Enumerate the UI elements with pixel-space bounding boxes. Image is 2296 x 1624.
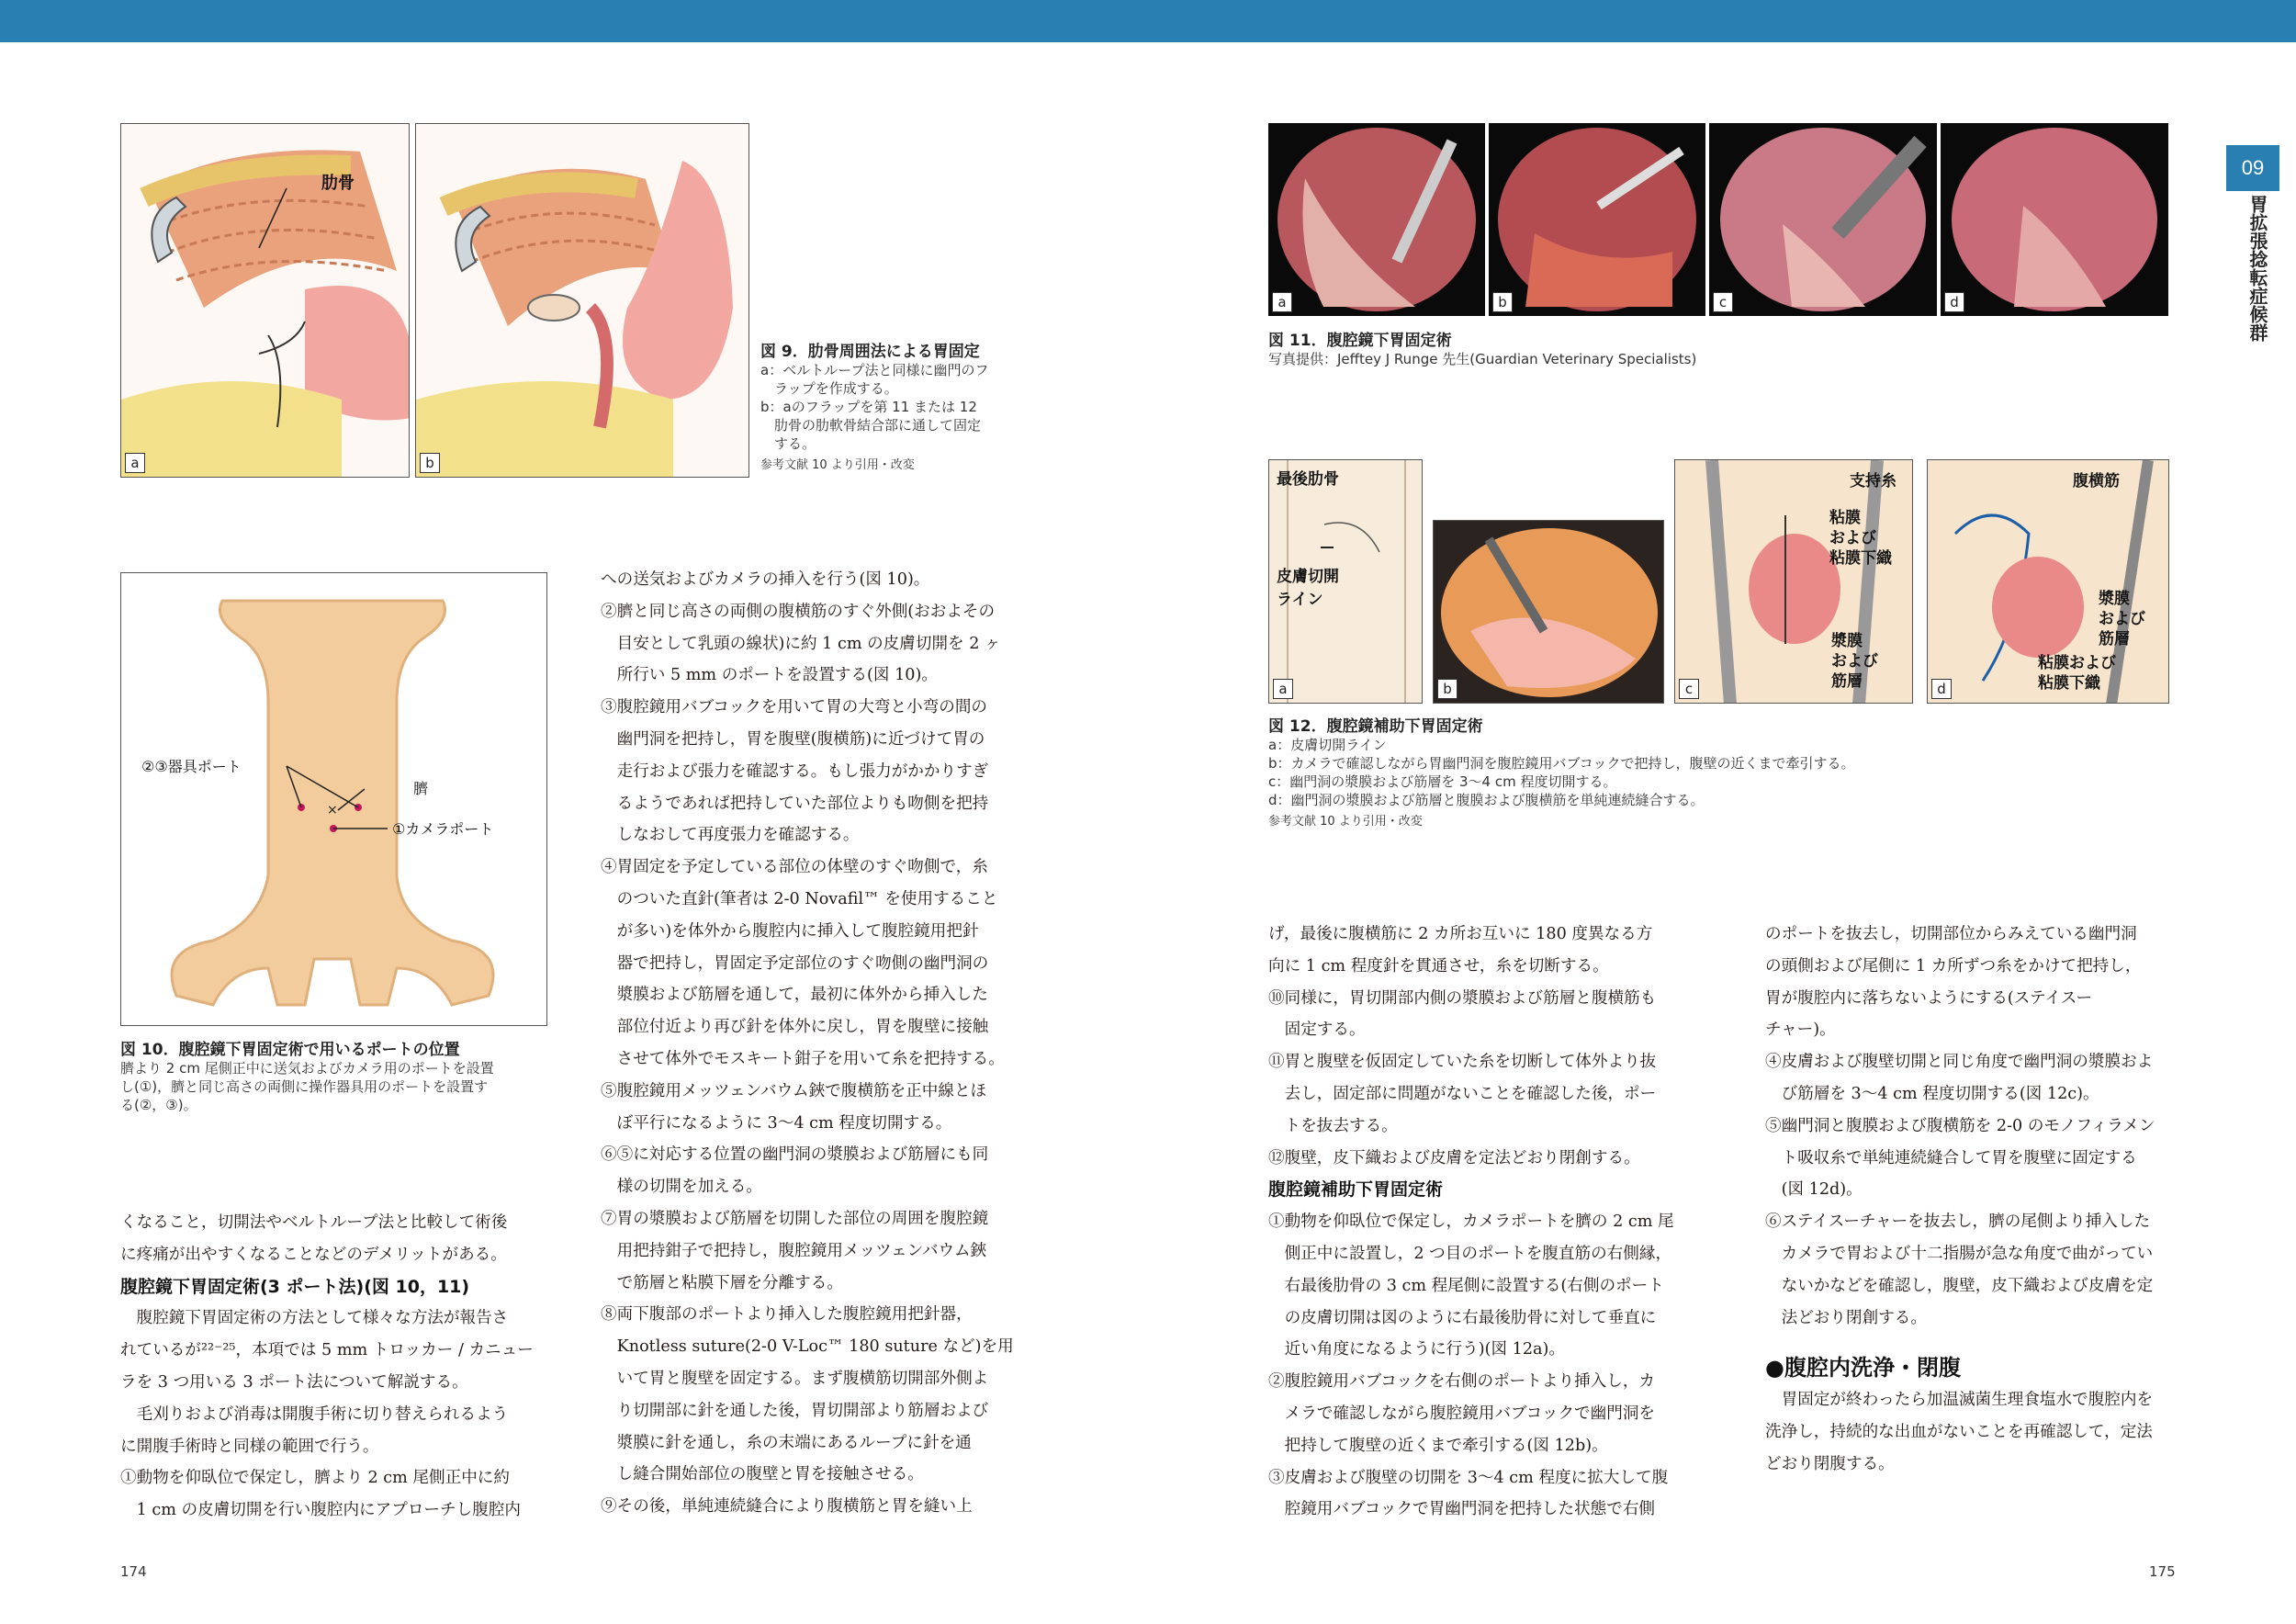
- text-line: に疼痛が出やすくなることなどのデメリットがある。: [120, 1245, 507, 1264]
- text-line: ⑥⑤に対応する位置の幽門洞の漿膜および筋層にも同: [601, 1145, 989, 1165]
- text-line: トを抜去する。: [1268, 1116, 1398, 1135]
- text-line: への送気およびカメラの挿入を行う(図 10)。: [601, 570, 930, 589]
- panel-label-b: b: [1437, 679, 1458, 699]
- label-navel: 臍: [413, 780, 429, 797]
- fig12-panel-d: [1927, 459, 2169, 704]
- text-line: るようであれば把持していた部位よりも吻側を把持: [601, 794, 989, 813]
- fig11-caption: [1268, 327, 2095, 368]
- text-line: 洗浄し，持続的な出血がないことを再確認して，定法: [1765, 1422, 2153, 1441]
- fig12-panel-b: [1433, 520, 1664, 704]
- text-line: ②腹腔鏡用バブコックを右側のポートより挿入し，カ: [1268, 1372, 1656, 1392]
- left-page-column-2: [601, 564, 1041, 1523]
- text-line: ③皮膚および腹壁の切開を 3～4 cm 程度に拡大して腹: [1268, 1468, 1669, 1487]
- text-line: が多い)を体外から腹腔内に挿入して腹腔鏡用把針: [601, 921, 979, 941]
- text-line: ⑪胃と腹壁を仮固定していた糸を切断して体外より抜: [1268, 1053, 1657, 1072]
- chapter-title-vertical: 胃拡張捻転症候群: [2246, 195, 2268, 342]
- text-line: 毛刈りおよび消毒は開腹手術に切り替えられるよう: [120, 1404, 509, 1424]
- text-line: 1 cm の皮膚切開を行い腹腔内にアプローチし腹腔内: [120, 1501, 521, 1520]
- text-line: 様の切開を加える。: [601, 1178, 762, 1197]
- text-line: で筋層と粘膜下層を分離する。: [601, 1273, 843, 1292]
- fig11-title: 図 11．腹腔鏡下胃固定術: [1268, 332, 1452, 350]
- text-line: ③腹腔鏡用バブコックを用いて胃の大弯と小弯の間の: [601, 698, 988, 717]
- endoscopic-photo-b: [1489, 123, 1705, 316]
- text-line: り切開部に針を通した後，胃切開部より筋層および: [601, 1401, 989, 1420]
- label-mucosa-submucosa-d: 粘膜および 粘膜下織: [2038, 654, 2116, 693]
- panel-label-c: c: [1713, 292, 1733, 312]
- text-line: 部位付近より再び針を体外に戻し，胃を腹壁に接触: [601, 1018, 989, 1037]
- fig10-caption: [120, 1036, 561, 1114]
- text-line: どおり閉腹する。: [1765, 1454, 1895, 1473]
- text-line: 去し，固定部に問題がないことを確認した後，ポー: [1268, 1084, 1657, 1103]
- left-page-column-1: [120, 1207, 561, 1527]
- text-line: ⑧両下腹部のポートより挿入した腹腔鏡用把針器，: [601, 1305, 973, 1325]
- fig12-panel-a: [1268, 459, 1423, 704]
- fig10-line-2: し(①)，臍と同じ高さの両側に操作器具用のポートを設置す: [120, 1078, 489, 1095]
- text-line: ①動物を仰臥位で保定し，カメラポートを臍の 2 cm 尾: [1268, 1212, 1674, 1232]
- fig10-figure: [120, 572, 547, 1026]
- text-line: しなおして再度張力を確認する。: [601, 826, 860, 845]
- fig9-ref: 参考文献 10 より引用・改変: [760, 458, 915, 472]
- label-rib: 肋骨: [321, 174, 355, 193]
- right-page-column-2: [1765, 919, 2178, 1481]
- text-line: 胃が腹腔内に落ちないようにする(ステイスー: [1765, 988, 2093, 1008]
- text-line: び筋層を 3～4 cm 程度切開する(図 12c)。: [1765, 1084, 2099, 1103]
- fig12-caption: [1268, 713, 2187, 829]
- text-line: カメラで胃および十二指腸が急な角度で曲がってい: [1765, 1244, 2154, 1263]
- text-line: 漿膜および筋層を通して，最初に体外から挿入した: [601, 986, 988, 1005]
- label-last-rib: 最後肋骨: [1277, 470, 1339, 489]
- text-line: ④胃固定を予定している部位の体壁のすぐ吻側で，糸: [601, 858, 988, 877]
- panel-label-a: a: [1272, 292, 1292, 312]
- label-serosa-muscle-d: 漿膜 および 筋層: [2099, 590, 2145, 648]
- fig10-line-1: 臍より 2 cm 尾側正中に送気およびカメラ用のポートを設置: [120, 1060, 494, 1077]
- fig12-panel-c: [1674, 459, 1913, 704]
- text-line: 向に 1 cm 程度針を貫通させ，糸を切断する。: [1268, 956, 1609, 976]
- fig12-line-2: b：カメラで確認しながら胃幽門洞を腹腔鏡用バブコックで把持し，腹壁の近くまで牽引する。: [1268, 755, 1855, 772]
- text-line: の皮膚切開は図のように右最後肋骨に対して垂直に: [1268, 1308, 1657, 1327]
- text-line: 漿膜に針を通し，糸の末端にあるループに針を通: [601, 1433, 972, 1452]
- text-line: ⑦胃の漿膜および筋層を切開した部位の周囲を腹腔鏡: [601, 1209, 989, 1228]
- fig11-credit: 写真提供：Jefftey J Runge 先生(Guardian Veterinary Specialists): [1268, 351, 1697, 367]
- fig9-line-5: する。: [760, 435, 816, 452]
- label-skin-incision-line: 皮膚切開 ライン: [1277, 568, 1339, 609]
- text-line: のポートを抜去し，切開部位からみえている幽門洞: [1765, 925, 2137, 943]
- text-line: 腔鏡用バブコックで胃幽門洞を把持した状態で右側: [1268, 1500, 1656, 1519]
- text-line: のついた直針(筆者は 2-0 Novafil™ を使用すること: [601, 889, 998, 908]
- text-line: ①動物を仰臥位で保定し，臍より 2 cm 尾側正中に約: [120, 1469, 510, 1488]
- babcock-grasp-illustration: [1434, 521, 1664, 704]
- section-heading-assisted: 腹腔鏡補助下胃固定術: [1268, 1179, 1444, 1201]
- text-line: に開腹手術時と同様の範囲で行う。: [120, 1437, 379, 1456]
- text-line: 法どおり閉創する。: [1765, 1308, 1927, 1327]
- label-stay-suture: 支持糸: [1850, 472, 1896, 491]
- text-line: ⑫腹壁，皮下織および皮膚を定法どおり閉創する。: [1268, 1148, 1640, 1167]
- fig11-photo-d: [1941, 123, 2168, 316]
- text-line: くなること，切開法やベルトループ法と比較して術後: [120, 1213, 508, 1232]
- text-line: 用把持鉗子で把持し，腹腔鏡用メッツェンバウム鋏: [601, 1241, 987, 1260]
- fig9-line-3: b：aのフラップを第 11 または 12: [760, 399, 977, 415]
- fig11-photo-b: [1489, 123, 1705, 316]
- rib-surgery-illustration-a: [121, 124, 410, 478]
- panel-label-a: a: [125, 453, 145, 473]
- text-line: れているが²²⁻²⁵，本項では 5 mm トロッカー / カニュー: [120, 1341, 534, 1360]
- fig11-photo-a: [1268, 123, 1485, 316]
- endoscopic-photo-c: [1709, 123, 1937, 316]
- text-line: ト吸収糸で単純連続縫合して胃を腹壁に固定する: [1765, 1148, 2137, 1167]
- right-page-column-1: [1268, 919, 1709, 1526]
- text-line: (図 12d)。: [1765, 1180, 1863, 1200]
- fig11-photo-c: [1709, 123, 1937, 316]
- label-transverse-abdominis: 腹横筋: [2073, 472, 2120, 491]
- text-line: メラで確認しながら腹腔鏡用バブコックで幽門洞を: [1268, 1404, 1656, 1423]
- fig10-title: 図 10．腹腔鏡下胃固定術で用いるポートの位置: [120, 1041, 460, 1059]
- panel-label-a: a: [1273, 679, 1293, 699]
- text-line: ないかなどを確認し，腹壁，皮下織および皮膚を定: [1765, 1276, 2154, 1295]
- fig9-panel-a: [120, 123, 410, 478]
- text-line: 所行い 5 mm のポートを設置する(図 10)。: [601, 666, 938, 685]
- text-line: ⑤幽門洞と腹膜および腹横筋を 2-0 のモノフィラメン: [1765, 1116, 2155, 1135]
- text-line: の頭側および尾側に 1 カ所ずつ糸をかけて把持し，: [1765, 956, 2142, 976]
- fig12-line-4: d：幽門洞の漿膜および筋層と腹膜および腹横筋を単純連続縫合する。: [1268, 792, 1705, 808]
- right-page: [1148, 0, 2296, 1624]
- fig9-line-2: ラップを作成する。: [760, 380, 898, 397]
- page-number-left: 174: [120, 1563, 147, 1580]
- fig10-line-3: る(②，③)。: [120, 1097, 197, 1113]
- text-line: 走行および張力を確認する。もし張力がかかりすぎ: [601, 761, 989, 781]
- fig9-line-1: a：ベルトループ法と同様に幽門のフ: [760, 362, 989, 378]
- svg-text:×: ×: [327, 803, 338, 818]
- dog-ventral-illustration: [121, 573, 547, 1026]
- text-line: いて胃と腹壁を固定する。まず腹横筋切開部外側よ: [601, 1369, 989, 1388]
- text-line: 固定する。: [1268, 1021, 1366, 1040]
- text-line: ⑩同様に，胃切開部内側の漿膜および筋層と腹横筋も: [1268, 988, 1657, 1008]
- fig9-line-4: 肋骨の肋軟骨結合部に通して固定: [760, 417, 982, 434]
- fig12-line-3: c：幽門洞の漿膜および筋層を 3～4 cm 程度切開する。: [1268, 773, 1617, 790]
- text-line: 近い角度になるように行う)(図 12a)。: [1268, 1340, 1565, 1359]
- fig12-title: 図 12．腹腔鏡補助下胃固定術: [1268, 717, 1483, 736]
- text-line: し縫合開始部位の腹壁と胃を接触させる。: [601, 1465, 924, 1484]
- text-line: 側正中に設置し，2 つ目のポートを腹直筋の右側縁，: [1268, 1244, 1672, 1263]
- label-mucosa-submucosa: 粘膜 および 粘膜下織: [1829, 509, 1892, 568]
- text-line: ⑤腹腔鏡用メッツェンバウム鋏で腹横筋を正中線とほ: [601, 1081, 987, 1100]
- text-line: 目安として乳頭の線状)に約 1 cm の皮膚切開を 2 ヶ: [601, 634, 1001, 653]
- label-camera-port: ①カメラポート: [392, 820, 494, 838]
- text-line: ⑨その後，単純連続縫合により腹横筋と胃を縫い上: [601, 1497, 973, 1517]
- label-device-ports: ②③器具ポート: [141, 758, 242, 775]
- endoscopic-photo-d: [1941, 123, 2168, 316]
- fig12-ref: 参考文献 10 より引用・改変: [1268, 815, 1423, 829]
- text-line: ②臍と同じ高さの両側の腹横筋のすぐ外側(おおよその: [601, 602, 996, 621]
- text-line: させて体外でモスキート鉗子を用いて糸を把持する。: [601, 1049, 1005, 1068]
- text-line: ぼ平行になるように 3～4 cm 程度切開する。: [601, 1113, 952, 1133]
- panel-label-b: b: [1492, 292, 1513, 312]
- text-line: ⑥ステイスーチャーを抜去し，臍の尾側より挿入した: [1765, 1212, 2151, 1232]
- text-line: チャー)。: [1765, 1021, 1836, 1040]
- text-line: 器で把持し，胃固定予定部位のすぐ吻側の幽門洞の: [601, 953, 989, 973]
- panel-label-d: d: [1931, 679, 1952, 699]
- text-line: 幽門洞を把持し，胃を腹壁(腹横筋)に近づけて胃の: [601, 729, 985, 749]
- text-line: 腹腔鏡下胃固定術の方法として様々な方法が報告さ: [120, 1309, 509, 1328]
- text-line: Knotless suture(2-0 V-Loc™ 180 suture など)を用: [601, 1337, 1014, 1357]
- text-line: 胃固定が終わったら加温滅菌生理食塩水で腹腔内を: [1765, 1391, 2154, 1410]
- rib-surgery-illustration-b: [416, 124, 749, 478]
- fig9-title: 図 9．肋骨周囲法による胃固定: [760, 343, 980, 361]
- text-line: ラを 3 つ用いる 3 ポート法について解説する。: [120, 1372, 468, 1392]
- page-number-right: 175: [2149, 1563, 2176, 1580]
- panel-label-b: b: [420, 453, 440, 473]
- text-line: 把持して腹壁の近くまで牽引する(図 12b)。: [1268, 1436, 1608, 1455]
- endoscopic-photo-a: [1268, 123, 1485, 316]
- section-heading-3-port: 腹腔鏡下胃固定術(3 ポート法)(図 10，11): [120, 1276, 470, 1297]
- panel-label-d: d: [1944, 292, 1964, 312]
- section-heading-lavage: ●腹腔内洗浄・閉腹: [1765, 1355, 1961, 1382]
- text-line: げ，最後に腹横筋に 2 カ所お互いに 180 度異なる方: [1268, 925, 1653, 943]
- label-serosa-muscle: 漿膜 および 筋層: [1831, 632, 1878, 691]
- fig9-panel-b: [415, 123, 749, 478]
- chapter-tab: 09: [2226, 145, 2279, 191]
- text-line: ④皮膚および腹壁切開と同じ角度で幽門洞の漿膜およ: [1765, 1053, 2154, 1072]
- fig12-line-1: a：皮膚切開ライン: [1268, 737, 1387, 753]
- fig9-caption: [760, 338, 1054, 472]
- panel-label-c: c: [1679, 679, 1699, 699]
- text-line: 右最後肋骨の 3 cm 程尾側に設置する(右側のポート: [1268, 1276, 1664, 1295]
